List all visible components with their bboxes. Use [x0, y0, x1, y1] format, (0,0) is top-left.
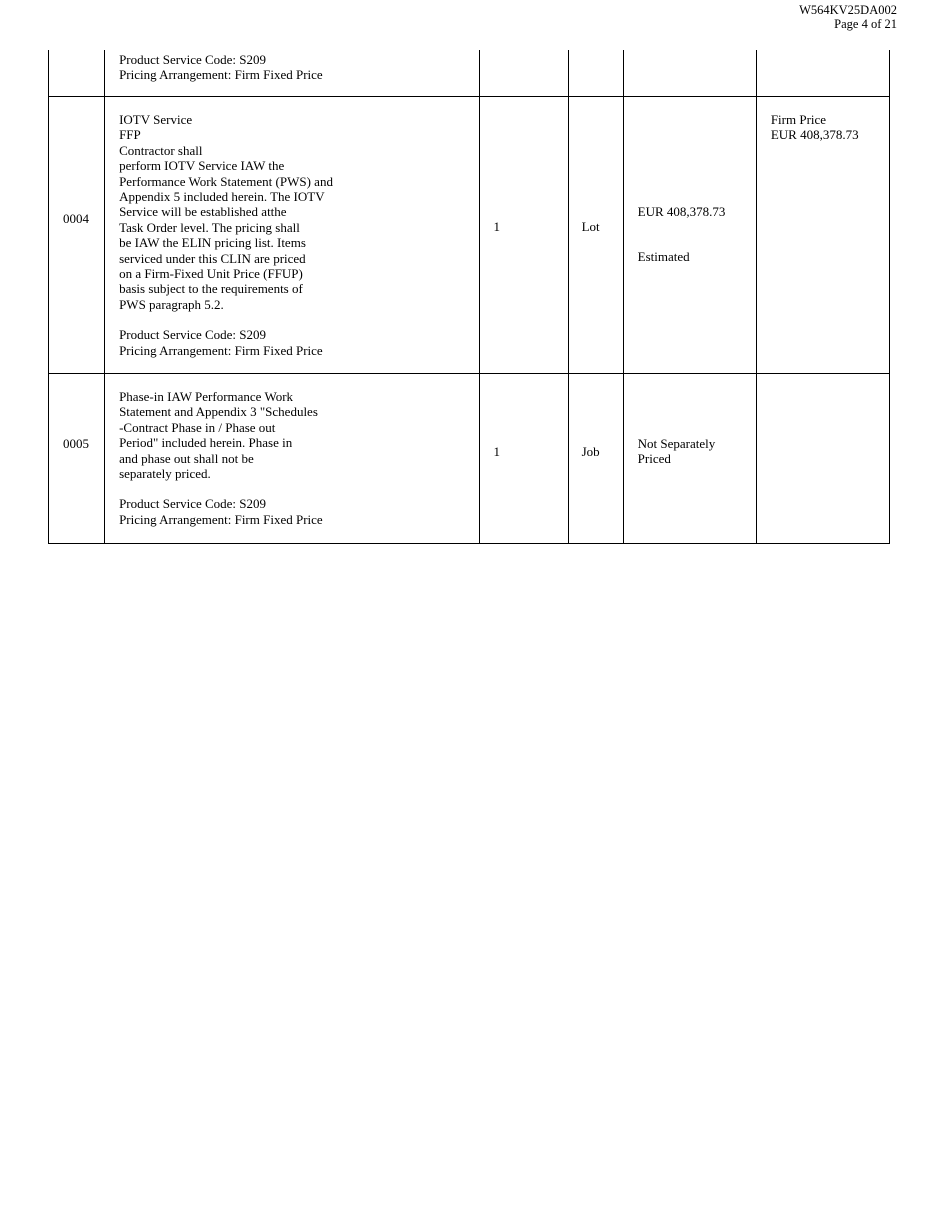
- description-line: Task Order level. The pricing shall: [119, 219, 300, 235]
- product-service-code: Product Service Code: S209: [119, 52, 267, 67]
- item-number-cell: [49, 97, 104, 373]
- page-number: Page 4 of 21: [834, 17, 897, 31]
- description-line: on a Firm-Fixed Unit Price (FFUP): [119, 266, 303, 282]
- description-line: Contractor shall: [119, 142, 203, 158]
- description-line: perform IOTV Service IAW the: [119, 158, 285, 174]
- quantity-cell: [480, 374, 568, 543]
- amount-cell: [757, 50, 889, 96]
- amount-cell: [757, 374, 889, 543]
- description-line: IOTV Service: [119, 112, 193, 127]
- description-line: serviced under this CLIN are priced: [119, 250, 306, 266]
- description-line: Service will be established atthe: [119, 204, 287, 220]
- unit-cell: [569, 50, 623, 96]
- table-row: [49, 97, 890, 374]
- description-line: Appendix 5 included herein. The IOTV: [119, 189, 325, 205]
- description-line: basis subject to the requirements of: [119, 281, 303, 297]
- item-number: 0004: [63, 211, 89, 226]
- description-cell: [105, 374, 478, 543]
- quantity: 1: [493, 444, 500, 459]
- description-line: Statement and Appendix 3 "Schedules: [119, 404, 318, 420]
- quantity: 1: [493, 219, 500, 234]
- unit-cell: [569, 374, 623, 543]
- description-cell: [105, 50, 478, 96]
- product-service-code: Product Service Code: S209: [119, 496, 267, 512]
- unit: Lot: [581, 219, 600, 234]
- unit-cell: [569, 97, 623, 373]
- amount-value: EUR 408,378.73: [770, 127, 859, 143]
- unit-price-cell: [624, 97, 756, 373]
- unit: Job: [581, 444, 600, 459]
- unit-price-line: Priced: [637, 451, 671, 467]
- description-line: -Contract Phase in / Phase out: [119, 419, 276, 435]
- pricing-arrangement: Pricing Arrangement: Firm Fixed Price: [119, 342, 323, 358]
- item-number-cell: [49, 374, 104, 543]
- clin-table: [48, 50, 890, 544]
- description-line: and phase out shall not be: [119, 450, 254, 466]
- description-cell: [105, 97, 478, 373]
- pricing-arrangement: Pricing Arrangement: Firm Fixed Price: [119, 67, 323, 83]
- unit-price-cell: [624, 50, 756, 96]
- item-number-cell: [49, 50, 104, 96]
- quantity-cell: [480, 97, 568, 373]
- table-row: [49, 50, 890, 97]
- description-line: FFP: [119, 127, 141, 143]
- unit-price-cell: [624, 374, 756, 543]
- unit-price: EUR 408,378.73: [637, 204, 726, 219]
- page-header: [799, 3, 897, 31]
- description-line: Performance Work Statement (PWS) and: [119, 173, 333, 189]
- pricing-arrangement: Pricing Arrangement: Firm Fixed Price: [119, 511, 323, 527]
- description-line: Period" included herein. Phase in: [119, 435, 293, 451]
- contract-number: W564KV25DA002: [799, 3, 897, 17]
- amount-cell: [757, 97, 889, 373]
- table-row: [49, 374, 890, 544]
- description-line: Phase-in IAW Performance Work: [119, 389, 294, 404]
- unit-price-note: Estimated: [637, 249, 690, 264]
- unit-price-line: Not Separately: [637, 436, 716, 451]
- amount-label: Firm Price: [770, 112, 827, 127]
- description-line: PWS paragraph 5.2.: [119, 296, 224, 312]
- description-line: be IAW the ELIN pricing list. Items: [119, 235, 306, 251]
- product-service-code: Product Service Code: S209: [119, 327, 267, 343]
- description-line: separately priced.: [119, 466, 211, 482]
- quantity-cell: [480, 50, 568, 96]
- item-number: 0005: [63, 436, 89, 451]
